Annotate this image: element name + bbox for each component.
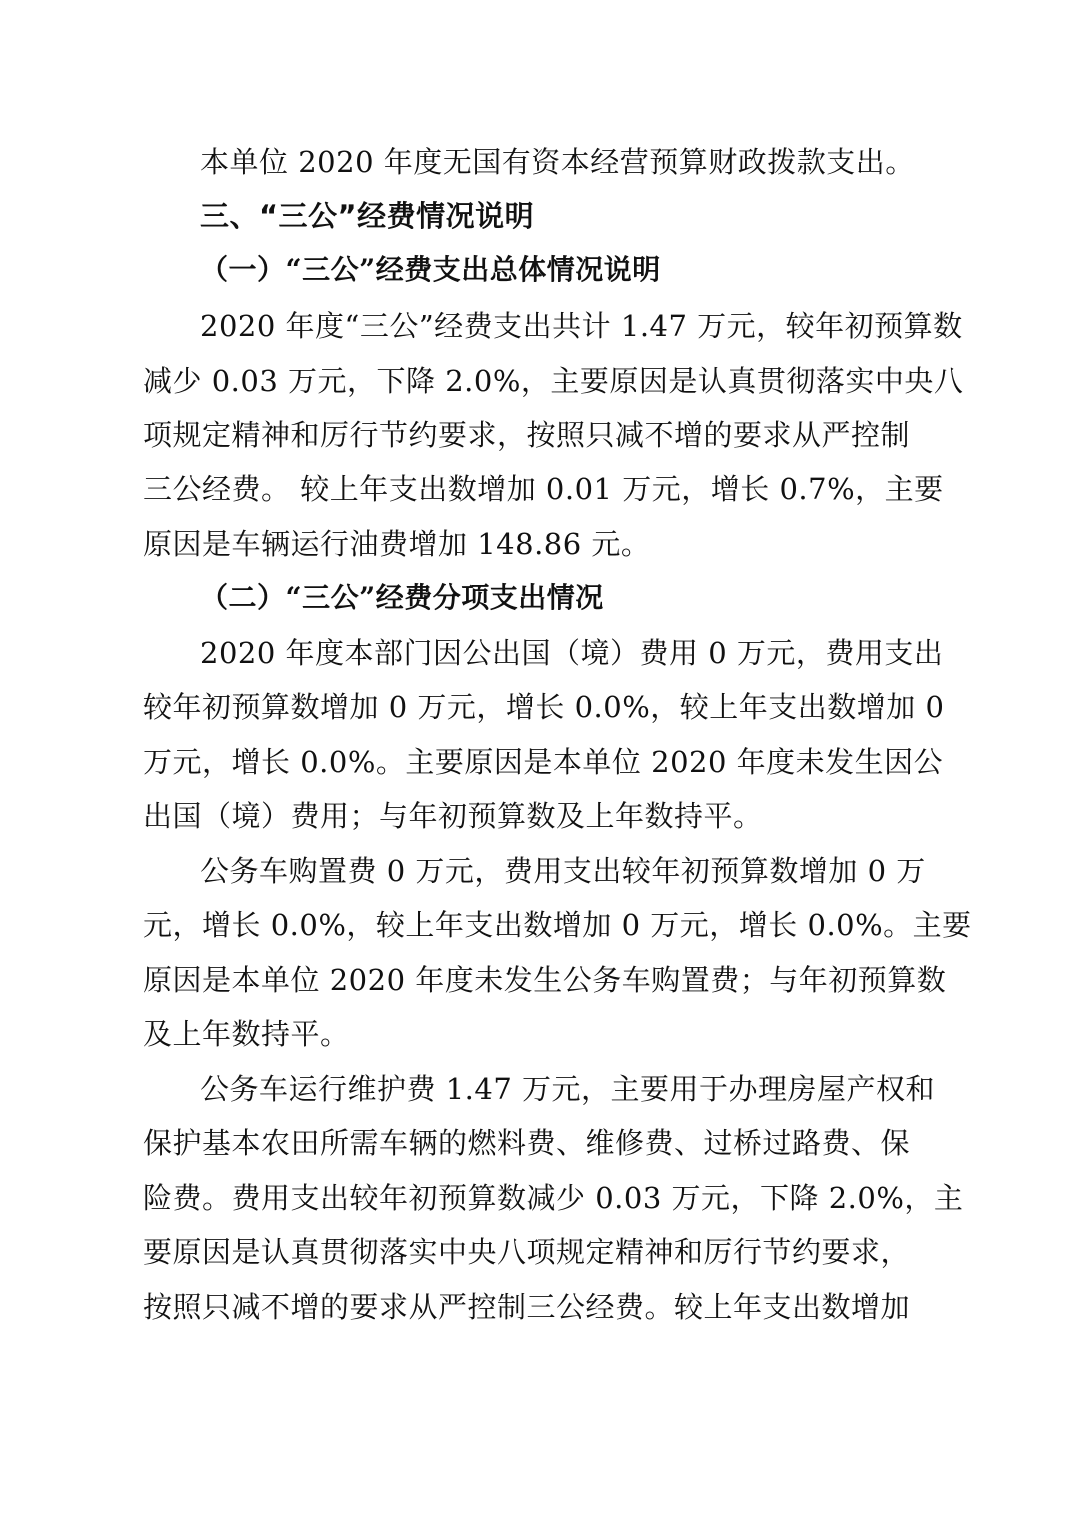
paragraph-line: 险费。费用支出较年初预算数减少 0.03 万元，下降 2.0%，主: [143, 1181, 964, 1215]
paragraph-line: 减少 0.03 万元，下降 2.0%，主要原因是认真贯彻落实中央八: [143, 364, 964, 398]
paragraph-line: 保护基本农田所需车辆的燃料费、维修费、过桥过路费、保: [143, 1126, 911, 1160]
subsection-heading: （一）“三公”经费支出总体情况说明: [200, 253, 661, 286]
paragraph-line: 原因是车辆运行油费增加 148.86 元。: [143, 527, 651, 561]
paragraph-line: 出国（境）费用；与年初预算数及上年数持平。: [143, 799, 763, 833]
paragraph-line: 较年初预算数增加 0 万元，增长 0.0%，较上年支出数增加 0: [143, 690, 945, 724]
subsection-heading: （二）“三公”经费分项支出情况: [200, 581, 604, 614]
paragraph-line: 2020 年度“三公”经费支出共计 1.47 万元，较年初预算数: [200, 309, 963, 343]
paragraph-line: 及上年数持平。: [143, 1017, 350, 1051]
paragraph-line: 公务车购置费 0 万元，费用支出较年初预算数增加 0 万: [200, 854, 926, 888]
paragraph-line: 项规定精神和厉行节约要求，按照只减不增的要求从严控制: [143, 418, 911, 452]
paragraph-line: 万元，增长 0.0%。主要原因是本单位 2020 年度未发生因公: [143, 745, 944, 779]
paragraph-line: 本单位 2020 年度无国有资本经营预算财政拨款支出。: [200, 145, 915, 179]
paragraph-line: 三公经费。 较上年支出数增加 0.01 万元，增长 0.7%，主要: [143, 472, 944, 506]
paragraph-line: 原因是本单位 2020 年度未发生公务车购置费；与年初预算数: [143, 963, 947, 997]
paragraph-line: 2020 年度本部门因公出国（境）费用 0 万元，费用支出: [200, 636, 944, 670]
paragraph-line: 按照只减不增的要求从严控制三公经费。较上年支出数增加: [143, 1290, 911, 1324]
section-heading: 三、“三公”经费情况说明: [200, 199, 535, 233]
paragraph-line: 要原因是认真贯彻落实中央八项规定精神和厉行节约要求，: [143, 1235, 911, 1269]
paragraph-line: 元，增长 0.0%，较上年支出数增加 0 万元，增长 0.0%。主要: [143, 908, 972, 942]
paragraph-line: 公务车运行维护费 1.47 万元，主要用于办理房屋产权和: [200, 1072, 936, 1106]
